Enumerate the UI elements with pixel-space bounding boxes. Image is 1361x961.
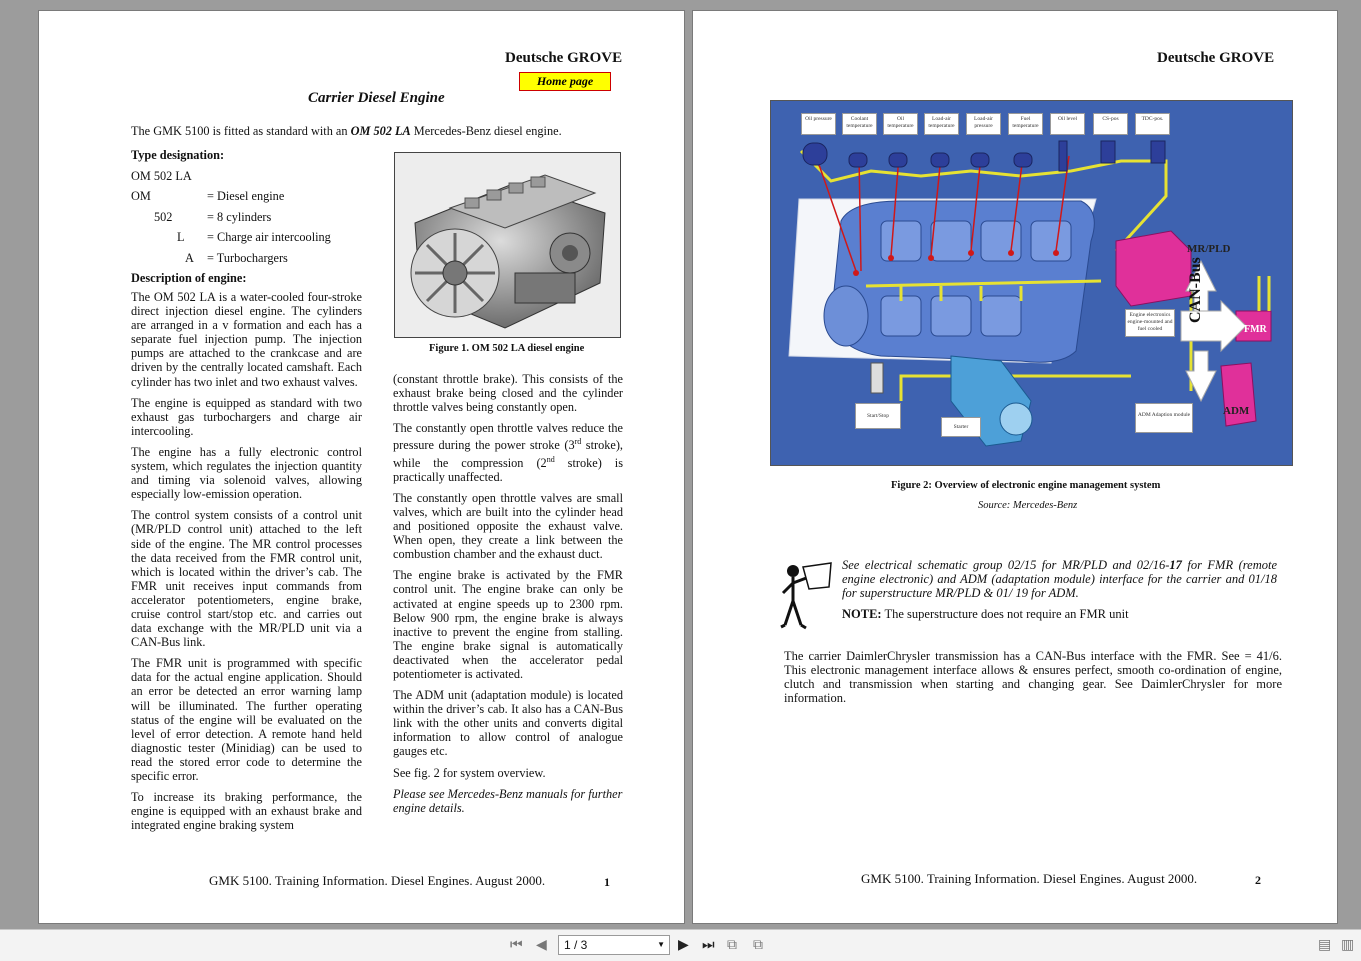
note-reference — [842, 558, 1277, 600]
sensor-load-air-temperature: Load-air temperature — [924, 113, 959, 135]
document-page-1 — [38, 10, 685, 924]
type-row — [131, 248, 381, 269]
text-run: stroke), while the compression (2 — [393, 438, 623, 470]
sensor-oil-temperature: Oil temperature — [883, 113, 918, 135]
paragraph: The OM 502 LA is a water-cooled four-stroke direct injection diesel engine. The cylinders are arranged in a v formation and each has a separate fuel injection pump. The injection pumps are attached to the crankcase and are driven by the centrally located camshaft. Each cylinder has two inlet and two exhaust valves. — [131, 290, 362, 389]
type-value: = Turbochargers — [207, 250, 288, 265]
paragraph — [393, 421, 623, 484]
figure2-source: Source: Mercedes-Benz — [978, 500, 1078, 511]
paragraph: The engine is equipped as standard with two exhaust gas turbochargers and charge air intercooling. — [131, 395, 362, 438]
type-code: OM 502 LA — [131, 168, 192, 183]
text-run: The constantly open throttle valves reduce the pressure during the power stroke (3 — [393, 421, 623, 453]
text-run: stroke) is practically unaffected. — [393, 455, 623, 484]
paragraph: (constant throttle brake). This consists of the exhaust brake being closed and the cylinder throttle valves being constantly open. — [393, 372, 623, 415]
text-run: for FMR (remote engine electronic) and ADM (adaptation module) interface for the carrier and 01/18 for superstructure MR/PLD & 01/ 19 for ADM. — [842, 558, 1278, 601]
engine-management-diagram — [770, 100, 1293, 466]
engine-photo — [394, 152, 621, 338]
paragraph: To increase its braking performance, the engine is equipped with an exhaust brake and integrated engine braking system — [131, 790, 362, 833]
figure2-caption: Figure 2: Overview of electronic engine management system — [891, 480, 1161, 491]
intro-pre: The GMK 5100 is fitted as standard with an — [131, 124, 351, 138]
engine-illustration — [395, 153, 621, 338]
type-key: A — [185, 250, 194, 265]
intro-post: Mercedes-Benz diesel engine. — [410, 124, 562, 138]
label-adm: ADM — [1223, 405, 1250, 417]
page-number-field[interactable] — [558, 935, 670, 955]
figure1-caption: Figure 1. OM 502 LA diesel engine — [429, 343, 585, 354]
paragraph: The FMR unit is programmed with specific data for the actual engine application. Should an error be detected an error warning lamp will be illuminated. The further operating status of the engine will be evaluated on the level of error detection. A remote hand held diagnostic tester (Minidiag) can be used to read the stored error code to determine the specific error. — [131, 656, 362, 783]
page-title: Carrier Diesel Engine — [308, 90, 445, 106]
type-heading: Type designation: — [131, 148, 225, 162]
note-line — [842, 607, 1129, 621]
intro-line — [131, 124, 562, 139]
label-adm-module: ADM Adaption module — [1135, 403, 1193, 433]
label-start-stop: Start/Stop — [855, 403, 901, 429]
next-page-icon[interactable]: ▶ — [678, 937, 689, 953]
first-page-icon[interactable]: ⏮ — [510, 937, 523, 953]
paragraph: The ADM unit (adaptation module) is located within the driver’s cab. It also has a CAN-Bus link with the other units and converts digital information to allow control of analogue gauges etc. — [393, 688, 623, 759]
text-run: 17 — [1169, 558, 1182, 572]
text-run: See electrical schematic group 02/15 for MR/PLD and 02/16- — [842, 558, 1170, 572]
page-footer: GMK 5100. Training Information. Diesel Engines. August 2000. — [209, 873, 546, 888]
note-label: NOTE: — [842, 607, 882, 621]
paragraph: See fig. 2 for system overview. — [393, 765, 546, 780]
note-text: The superstructure does not require an FMR unit — [881, 607, 1129, 621]
sensor-cs-pos: CS-pos — [1093, 113, 1128, 135]
label-mrpld: MR/PLD — [1187, 243, 1231, 255]
paragraph: The engine brake is activated by the FMR control unit. The engine brake can only be activated at engine speeds up to 2300 rpm. Below 900 rpm, the engine brake is always inactive to prevent the engine from stalling. The engine brake signal is automatically deactivated when the accelerator pedal potentiometer is activated. — [393, 568, 623, 681]
document-page-2 — [692, 10, 1338, 924]
prev-page-icon[interactable]: ◀ — [536, 937, 547, 953]
right-column — [393, 372, 623, 822]
desc-heading: Description of engine: — [131, 271, 247, 285]
label-starter: Starter — [941, 417, 981, 437]
type-key: OM — [131, 189, 151, 203]
single-page-icon[interactable]: ▤ — [1318, 937, 1332, 953]
brand-title: Deutsche GROVE — [505, 50, 623, 66]
sensor-oil-pressure: Oil pressure — [801, 113, 836, 135]
last-page-icon[interactable]: ⏭ — [702, 937, 715, 953]
type-row — [131, 227, 381, 248]
diagram-graphics — [771, 101, 1293, 466]
type-key: 502 — [154, 209, 173, 224]
label-fmr: FMR — [1244, 324, 1267, 335]
note-figure-icon — [779, 561, 835, 633]
sensor-fuel-temperature: Fuel temperature — [1008, 113, 1043, 135]
fit-page-icon[interactable]: ⧉ — [727, 937, 737, 953]
page-number: 1 — [604, 875, 610, 889]
superscript: rd — [574, 437, 582, 447]
sensor-coolant-temperature: Coolant temperature — [842, 113, 877, 135]
page-footer: GMK 5100. Training Information. Diesel Engines. August 2000. — [861, 871, 1198, 886]
page-number: 2 — [1255, 873, 1261, 887]
type-value: = Charge air intercooling — [207, 230, 331, 244]
facing-pages-icon[interactable]: ▥ — [1341, 937, 1355, 953]
type-designation — [131, 145, 381, 289]
viewer-toolbar — [0, 929, 1361, 961]
type-row — [131, 207, 381, 228]
paragraph: The engine has a fully electronic control system, which regulates the injection quantity and timing via solenoid valves, allowing especially low-emission operation. — [131, 444, 362, 502]
paragraph: The control system consists of a control unit (MR/PLD control unit) attached to the left side of the engine. The MR control processes the data received from the FMR control unit, which is located within the driver’s cab. The FMR unit receives input commands from accelerator potentiometers, engine brake, cruise control start/stop etc. and carries out data exchange with the MR/PLD unit via a CAN-Bus link. — [131, 508, 362, 650]
left-column — [131, 290, 362, 839]
home-page-button[interactable]: Home page — [519, 72, 611, 91]
type-row — [131, 186, 381, 207]
body-paragraph: The carrier DaimlerChrysler transmission has a CAN-Bus interface with the FMR. See = 41/6. This electronic management interface allows & ensures perfect, smooth co-ordination of engine, clutch and transmission when starting and changing gear. See DaimlerChrysler for more information. — [784, 649, 1282, 706]
page-indicator: 1 / 3 — [564, 938, 588, 952]
sensor-oil-level: Oil level — [1050, 113, 1085, 135]
intro-model: OM 502 LA — [350, 124, 411, 138]
chevron-down-icon[interactable]: ▼ — [657, 940, 665, 949]
paragraph: The constantly open throttle valves are small valves, which are built into the cylinder head and positioned opposite the exhaust valve. When open, they create a link between the combustion chamber and the exhaust duct. — [393, 490, 623, 562]
sensor-tdc-pos: TDC-pos. — [1135, 113, 1170, 135]
label-canbus: CAN-Bus — [1187, 257, 1204, 323]
label-engine-electronics: Engine electronics engine-mounted and fuel cooled — [1125, 309, 1175, 337]
type-value: = 8 cylinders — [207, 209, 272, 224]
fit-width-icon[interactable]: ⧉ — [753, 937, 763, 953]
paragraph: Please see Mercedes-Benz manuals for further engine details. — [393, 786, 623, 815]
brand-title: Deutsche GROVE — [1157, 50, 1275, 66]
type-key: L — [177, 230, 185, 244]
sensor-load-air-pressure: Load-air pressure — [966, 113, 1001, 135]
superscript: nd — [546, 454, 555, 464]
type-value: = Diesel engine — [207, 189, 285, 203]
